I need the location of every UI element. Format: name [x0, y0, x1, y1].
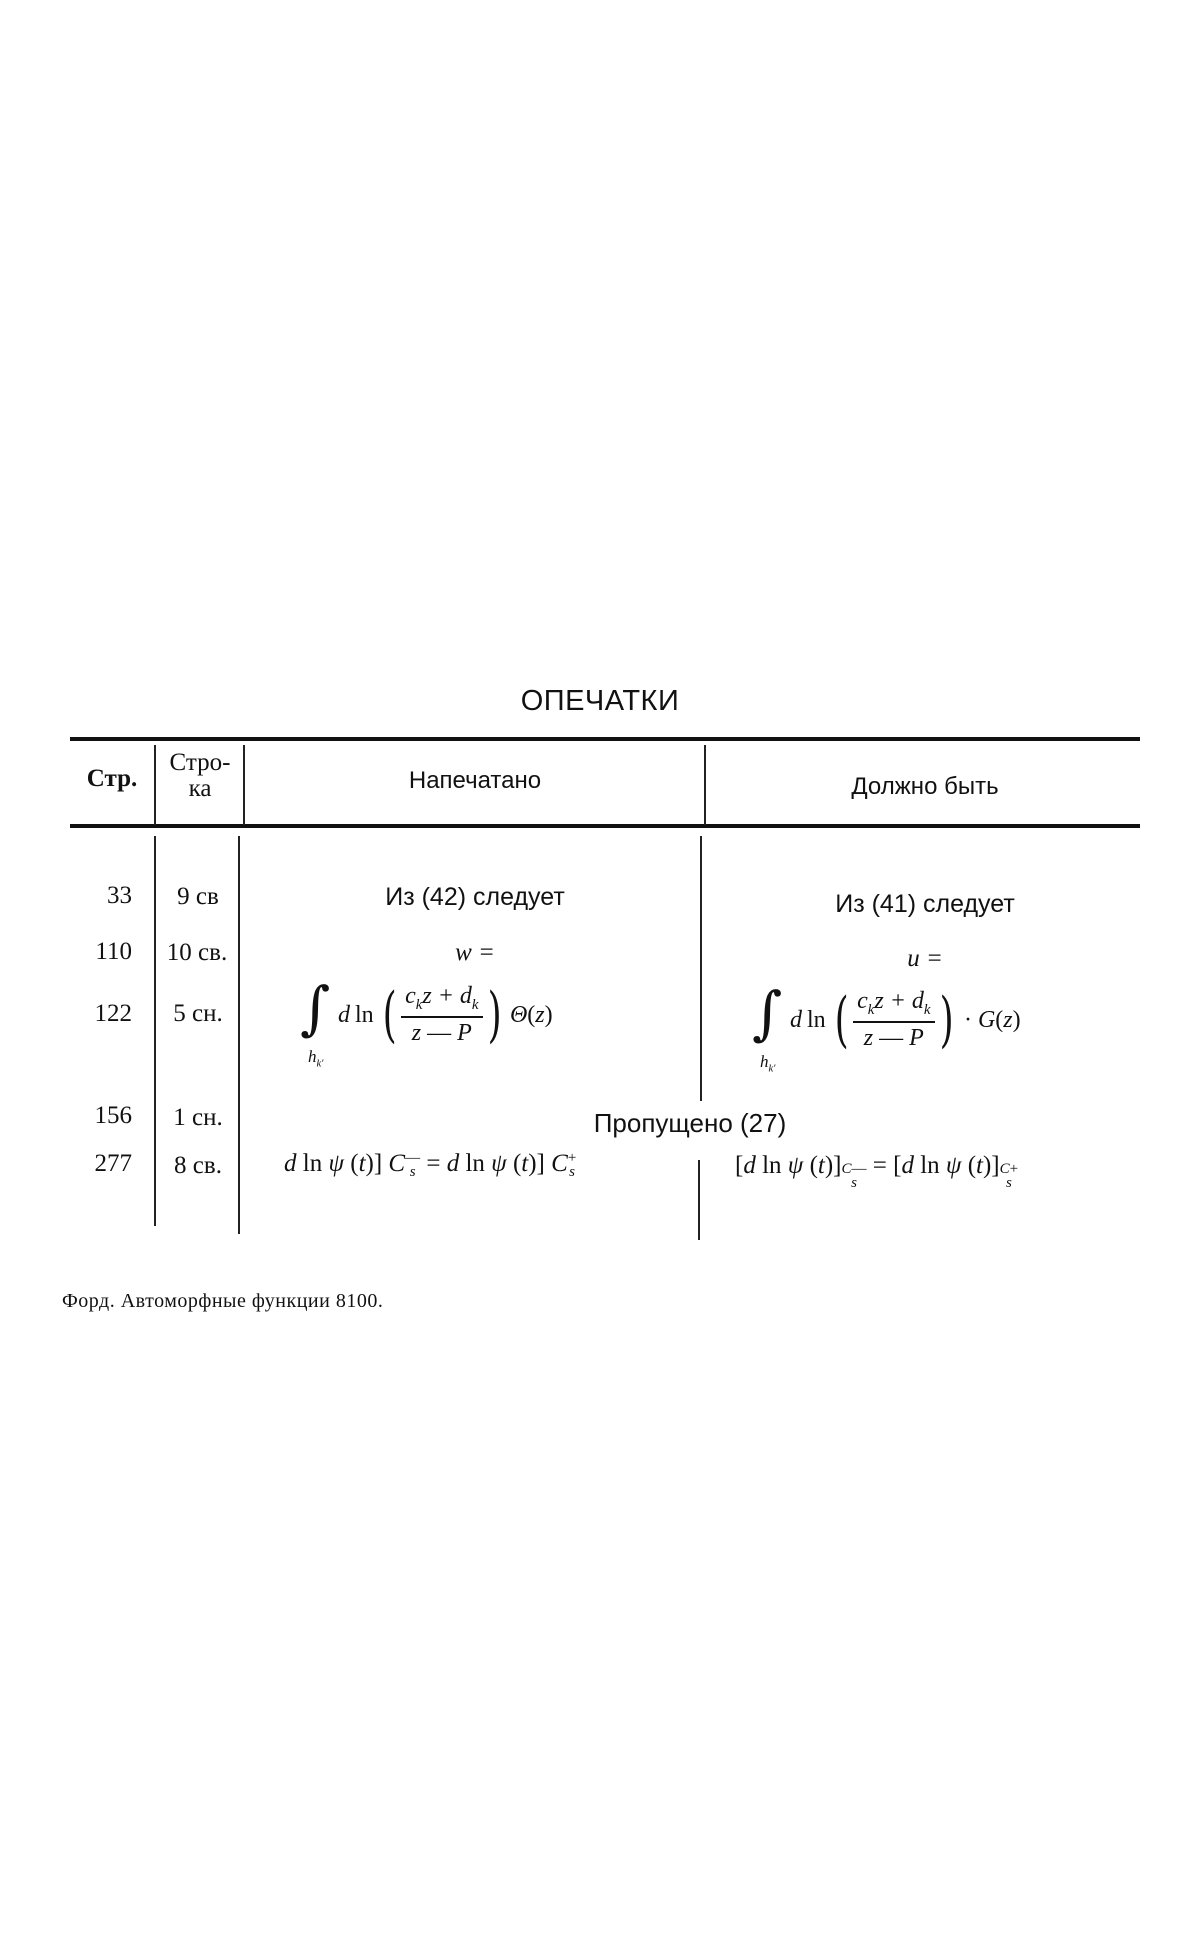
row2-page: 110: [95, 938, 132, 965]
header-should-be: Должно быть: [851, 773, 999, 800]
row1-printed: Из (42) следует: [385, 883, 565, 911]
col-divider-2: [243, 745, 245, 825]
row2-line: 10 св.: [166, 939, 228, 966]
row4-merged: Пропущено (27): [593, 1108, 787, 1138]
header-printed: Напечатано: [408, 767, 542, 794]
row3-line: 5 сн.: [173, 1000, 223, 1027]
row5-should-be-formula: [d ln ψ (t)] C— s = [d ln ψ (t)] C+ s: [735, 1152, 1019, 1191]
row5-printed-formula: d ln ψ (t)] C — s = d ln ψ (t)] C + s: [284, 1150, 577, 1181]
row1-should-be: Из (41) следует: [835, 890, 1015, 918]
row2-printed: w =: [455, 939, 495, 966]
row2-should-be: u =: [907, 945, 943, 972]
integral-limit: $h_{k'}$: [760, 1052, 776, 1075]
footer-note: Форд. Автоморфные функции 8100.: [62, 1290, 384, 1312]
row3-printed-formula: ∫ $h_{k'}$ d ln ( $\frac{c_kz + d_k}{z — P}$ ) Θ ( z ): [300, 974, 553, 1070]
col-divider-2-body: [238, 836, 240, 1234]
header-page: Стр.: [86, 765, 138, 792]
row5-page: 277: [94, 1150, 132, 1177]
integral-limit: $h_{k'}$: [308, 1047, 324, 1070]
row3-page: 122: [94, 1000, 132, 1027]
header-line: [160, 750, 240, 802]
row3-should-be-formula: ∫ $h_{k'}$ d ln ( $\frac{c_kz + d_k}{z — P}$ ) · G ( z ): [752, 979, 1021, 1075]
header-line-bottom: ка: [188, 775, 212, 802]
col-divider-1: [154, 745, 156, 825]
row4-page: 156: [94, 1102, 132, 1129]
integral-sign: ∫: [752, 979, 783, 1047]
row1-line: 9 св: [177, 883, 219, 910]
table-top-rule: [70, 737, 1140, 741]
header-line-top: Стро-: [169, 749, 231, 776]
col-divider-3: [704, 745, 706, 825]
col-divider-3-tail: [698, 1160, 700, 1240]
col-divider-1-body: [154, 836, 156, 1226]
integral-sign: ∫: [300, 974, 331, 1042]
col-divider-3-body: [700, 836, 702, 1101]
table-header-rule: [70, 824, 1140, 828]
page-title: ОПЕЧАТКИ: [520, 685, 680, 717]
row4-line: 1 сн.: [173, 1104, 223, 1131]
row5-line: 8 св.: [174, 1152, 222, 1179]
row1-page: 33: [107, 882, 132, 909]
